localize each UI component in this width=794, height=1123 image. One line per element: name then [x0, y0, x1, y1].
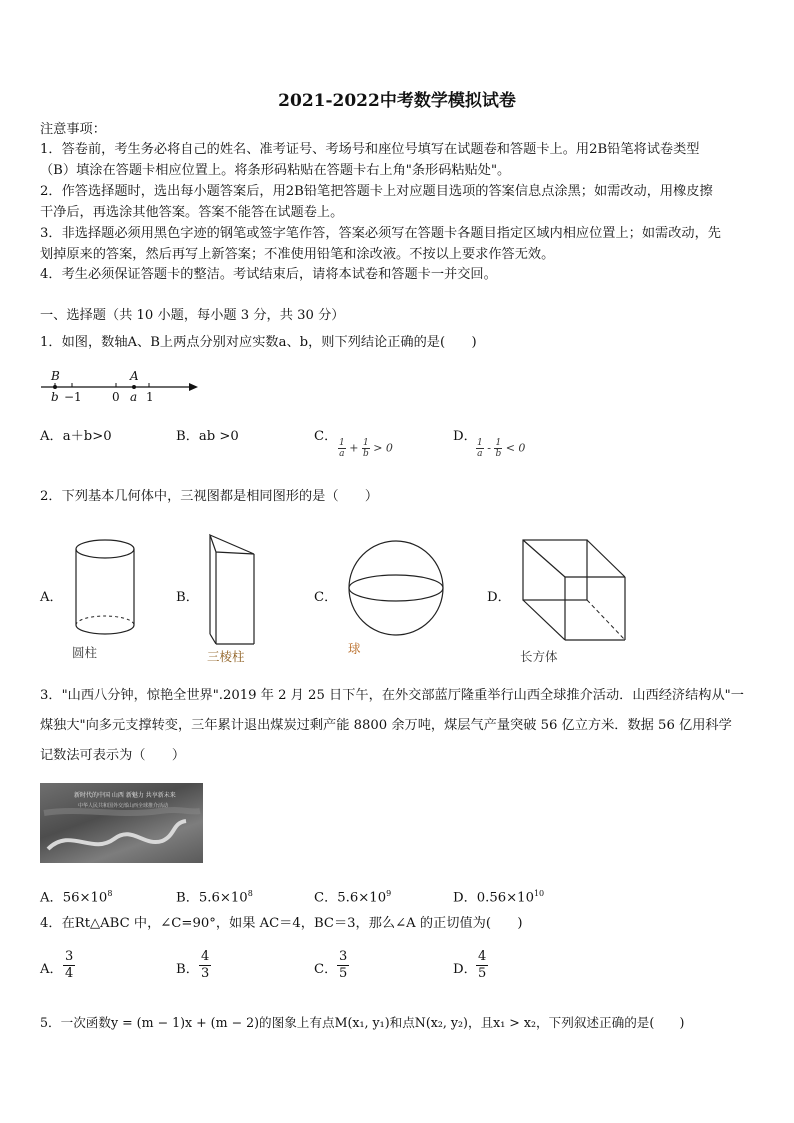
- q4-option-b-fraction: $\frac{4}{3}$: [201, 949, 210, 981]
- q4-option-d-label: D．: [453, 962, 477, 977]
- question-3-line: 3．"山西八分钟，惊艳全世界".2019 年 2 月 25 日下午，在外交部蓝厅隆重举行山西全球推介活动．山西经济结构从"一: [40, 688, 744, 703]
- notice-heading: 注意事项：: [40, 122, 106, 137]
- notice-line: 1．答卷前，考生务必将自己的姓名、准考证号、考场号和座位号填写在试题卷和答题卡上。用2B铅笔将试卷类型: [40, 142, 700, 157]
- q2-option-d-label: D．: [487, 590, 511, 605]
- q4-option-a-label: A．: [40, 962, 63, 977]
- q1-option-c-expr: $\frac{1}{a}$ + $\frac{1}{b} > 0$: [339, 438, 393, 459]
- q2-caption-c: 球: [348, 642, 361, 656]
- event-photo: [40, 783, 203, 863]
- q2-caption-b: 三棱柱: [207, 650, 245, 664]
- q2-caption-a: 圆柱: [72, 646, 98, 660]
- q2-option-c-label: C．: [314, 590, 338, 605]
- notice-line: 3．非选择题必须用黑色字迹的钢笔或签字笔作答，答案必须写在答题卡各题目指定区域内相应位置上；如需改动，先: [40, 226, 721, 241]
- q4-option-a-fraction: $\frac{3}{4}$: [65, 949, 74, 981]
- axis-label-one: 1: [146, 390, 154, 404]
- notice-line: 2．作答选择题时，选出每小题答案后，用2B铅笔把答题卡上对应题目选项的答案信息点涂黑；如需改动，用橡皮擦: [40, 184, 713, 199]
- q1-option-a: A．a＋b>0: [40, 429, 112, 444]
- axis-label-B: B: [51, 369, 60, 383]
- axis-label-A: A: [130, 369, 139, 383]
- q4-option-d-fraction: $\frac{4}{5}$: [478, 949, 487, 981]
- q3-option-a: A．$56\times 10^8$: [40, 889, 113, 906]
- notice-line: 4．考生必须保证答题卡的整洁。考试结束后，请将本试卷和答题卡一并交回。: [40, 267, 497, 282]
- notice-line: 干净后，再选涂其他答案。答案不能答在试题卷上。: [40, 205, 344, 220]
- photo-caption-2: 中华人民共和国外交部山西全球推介活动: [78, 803, 169, 809]
- q2-caption-d: 长方体: [520, 650, 558, 664]
- axis-label-minus1: −1: [64, 390, 82, 404]
- notice-line: 划掉原来的答案，然后再写上新答案；不准使用铅笔和涂改液。不按以上要求作答无效。: [40, 247, 555, 262]
- question-5-stem: 5．一次函数y = (m − 1)x + (m − 2)的图象上有点M(x₁, y₁)和点N(x₂, y₂)，且x₁ > x₂，下列叙述正确的是( ): [40, 1015, 685, 1030]
- q1-option-b: B．ab >0: [176, 429, 239, 444]
- sphere-figure: [343, 536, 453, 641]
- q3-option-d: D．$0.56\times 10^{10}$: [453, 889, 545, 906]
- notice-line: （B）填涂在答题卡相应位置上。将条形码粘贴在答题卡右上角"条形码粘贴处"。: [40, 163, 511, 178]
- q1-option-c-label: C．: [314, 429, 338, 444]
- q1-option-d-expr: $\frac{1}{a}$ - $\frac{1}{b} < 0$: [477, 438, 526, 459]
- question-3-line: 煤独大"向多元支撑转变，三年累计退出煤炭过剩产能 8800 余万吨，煤层气产量突破 56 亿立方米．数据 56 亿用科学: [40, 718, 732, 733]
- q2-option-b-label: B．: [176, 590, 199, 605]
- question-4-stem: 4．在Rt△ABC 中，∠C=90°，如果 AC＝4，BC＝3，那么∠A 的正切值为( ): [40, 916, 523, 931]
- axis-label-a: a: [130, 390, 138, 404]
- question-2-stem: 2．下列基本几何体中，三视图都是相同图形的是（ ）: [40, 489, 379, 504]
- question-1-stem: 1．如图，数轴A、B上两点分别对应实数a、b，则下列结论正确的是( ): [40, 335, 477, 350]
- q4-option-c-label: C．: [314, 962, 338, 977]
- q1-option-d-label: D．: [453, 429, 477, 444]
- question-3-line: 记数法可表示为（ ）: [40, 748, 186, 763]
- q3-option-c: C．$5.6\times 10^9$: [314, 889, 392, 906]
- q4-option-c-fraction: $\frac{3}{5}$: [339, 949, 348, 981]
- q2-option-a-label: A．: [40, 590, 63, 605]
- q4-option-b-label: B．: [176, 962, 199, 977]
- cuboid-figure: [520, 537, 630, 643]
- page-title: 2021-2022中考数学模拟试卷: [278, 91, 516, 111]
- cylinder-figure: [70, 535, 140, 640]
- river-graphic: [40, 783, 203, 863]
- q3-option-b: B．$5.6\times 10^8$: [176, 889, 253, 906]
- triangular-prism-figure: [200, 532, 260, 647]
- axis-label-b: b: [51, 390, 59, 404]
- photo-caption-1: 新时代的中国 山西 新魅力 共享新未来: [74, 792, 176, 799]
- number-line-figure: [38, 370, 203, 408]
- section-heading: 一、选择题（共 10 小题，每小题 3 分，共 30 分）: [40, 308, 345, 323]
- axis-label-zero: 0: [112, 390, 120, 404]
